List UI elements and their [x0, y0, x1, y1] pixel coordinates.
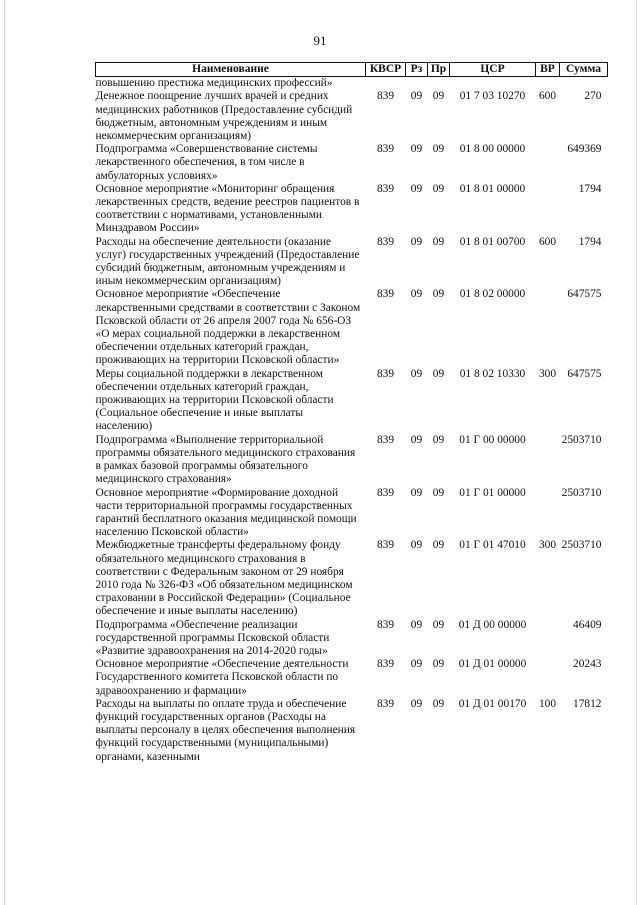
cell-sum: 2503710: [561, 433, 602, 446]
cell-sum: 1794: [578, 235, 602, 248]
table-row: [96, 288, 608, 367]
cell-kvsr: 839: [376, 618, 395, 631]
cell-rz: 09: [410, 235, 423, 248]
cell-name: Расходы на выплаты по оплате труда и обеспечение функций государственных органов (Расходы на выплаты персоналу в целях обеспечения выполнения функций государственными (муниципальными) органами, казенными: [95, 697, 356, 763]
header-rz: Рз: [406, 63, 428, 77]
cell-rz: 09: [410, 658, 423, 671]
cell-kvsr: 839: [376, 367, 395, 380]
cell-kvsr: 839: [376, 143, 395, 156]
cell-sum: 1794: [578, 182, 602, 195]
cell-rz: [406, 77, 428, 91]
table-row: [96, 236, 608, 289]
scan-edge-right: [636, 0, 637, 905]
cell-rz: 09: [410, 433, 423, 446]
table-row: [96, 658, 608, 698]
cell-vr: 600: [538, 235, 557, 248]
cell-csr: 01 8 02 10330: [459, 367, 526, 380]
cell-vr: 300: [538, 367, 557, 380]
cell-csr: 01 Д 00 00000: [458, 618, 527, 631]
cell-kvsr: 839: [376, 697, 395, 710]
cell-csr: 01 8 01 00700: [459, 235, 526, 248]
cell-vr: [536, 288, 560, 367]
cell-name: Подпрограмма «Выполнение территориальной программы обязательного медицинского страхования в рамках базовой программы обязательного медицинского страхования»: [95, 433, 356, 486]
cell-csr: 01 8 02 00000: [459, 288, 526, 301]
cell-rz: 09: [410, 90, 423, 103]
header-pr: Пр: [428, 63, 450, 77]
cell-name: Межбюджетные трансферты федеральному фонду обязательного медицинского страхования в соответствии с Федеральным законом от 29 ноября 2010 года № 326-ФЗ «Об обязательном медицинском страховании в Российской Федерации» (Социальное обеспечение и иные выплаты населению): [95, 539, 353, 618]
cell-sum: 2503710: [561, 486, 602, 499]
table-row: [96, 143, 608, 183]
cell-vr: [536, 143, 560, 183]
cell-name: Основное мероприятие «Обеспечение деятельности Государственного комитета Псковской области по здравоохранению и фармации»: [95, 658, 349, 697]
cell-kvsr: [366, 77, 406, 91]
cell-pr: 09: [432, 90, 445, 103]
cell-kvsr: 839: [376, 90, 395, 103]
cell-pr: 09: [432, 367, 445, 380]
cell-name: Основное мероприятие «Обеспечение лекарственными средствами в соответствии с Законом Псковской области от 26 апреля 2007 года № 656-ОЗ «О мерах социальной поддержки в лекарственном обеспечении отдельных категорий граждан, проживающих на территории Псковской области»: [95, 288, 361, 367]
cell-pr: 09: [432, 486, 445, 499]
cell-vr: 100: [538, 697, 557, 710]
cell-sum: [560, 77, 608, 91]
cell-csr: [450, 77, 536, 91]
cell-pr: 09: [432, 288, 445, 301]
cell-rz: 09: [410, 618, 423, 631]
cell-name: Расходы на обеспечение деятельности (оказание услуг) государственных учреждений (Предоставление субсидий бюджетным, автономным учреждениям и иным некоммерческим организациям): [95, 235, 360, 288]
cell-vr: [536, 658, 560, 698]
table-row: [96, 539, 608, 618]
cell-sum: 46409: [573, 618, 602, 631]
cell-csr: 01 Д 01 00000: [458, 658, 527, 671]
table-row: [96, 90, 608, 143]
table-header-row: [96, 63, 608, 77]
cell-kvsr: 839: [376, 235, 395, 248]
cell-rz: 09: [410, 367, 423, 380]
header-sum: Сумма: [560, 63, 608, 77]
header-csr: ЦСР: [450, 63, 536, 77]
cell-rz: 09: [410, 288, 423, 301]
cell-rz: 09: [410, 486, 423, 499]
cell-pr: 09: [432, 143, 445, 156]
cell-vr: [536, 434, 560, 487]
cell-kvsr: 839: [376, 486, 395, 499]
cell-kvsr: 839: [376, 658, 395, 671]
cell-pr: 09: [432, 235, 445, 248]
cell-vr: [536, 77, 560, 91]
cell-csr: 01 8 01 00000: [459, 182, 526, 195]
cell-name: Подпрограмма «Совершенствование системы лекарственного обеспечения, в том числе в амбулаторных условиях»: [95, 143, 318, 182]
cell-sum: 2503710: [561, 539, 602, 552]
cell-name: Меры социальной поддержки в лекарственном обеспечении отдельных категорий граждан, проживающих на территории Псковской области (Социальное обеспечение и иные выплаты населению): [95, 367, 334, 433]
cell-kvsr: 839: [376, 182, 395, 195]
cell-csr: 01 7 03 10270: [459, 90, 526, 103]
scan-edge-left: [4, 0, 5, 905]
cell-name: Подпрограмма «Обеспечение реализации государственной программы Псковской области «Развитие здравоохранения на 2014-2020 годы»: [95, 618, 330, 657]
cell-csr: 01 Г 01 00000: [459, 486, 526, 499]
header-vr: ВР: [536, 63, 560, 77]
cell-rz: 09: [410, 539, 423, 552]
cell-pr: 09: [432, 618, 445, 631]
cell-sum: 647575: [567, 288, 602, 301]
table-row: [96, 77, 608, 91]
cell-name: повышению престижа медицинских профессий»: [95, 77, 333, 90]
cell-pr: 09: [432, 433, 445, 446]
cell-kvsr: 839: [376, 288, 395, 301]
cell-sum: 649369: [567, 143, 602, 156]
cell-sum: 17812: [573, 697, 602, 710]
cell-vr: 600: [538, 90, 557, 103]
cell-vr: [536, 487, 560, 540]
cell-name: Основное мероприятие «Мониторинг обращения лекарственных средств, ведение реестров пациентов в соответствии с нормативами, установленными Минздравом России»: [95, 182, 360, 235]
cell-name: Основное мероприятие «Формирование доходной части территориальной программы государственных гарантий бесплатного оказания медицинской помощи населению Псковской области»: [95, 486, 357, 539]
cell-pr: [428, 77, 450, 91]
table-row: [96, 698, 608, 764]
cell-name: Денежное поощрение лучших врачей и средних медицинских работников (Предоставление субсидий бюджетным, автономным учреждениям и иным некоммерческим организациям): [95, 90, 353, 143]
cell-kvsr: 839: [376, 539, 395, 552]
page-number: 91: [313, 33, 327, 48]
cell-sum: 20243: [573, 658, 602, 671]
cell-rz: 09: [410, 182, 423, 195]
header-kvsr: КВСР: [366, 63, 406, 77]
cell-vr: 300: [538, 539, 557, 552]
cell-pr: 09: [432, 539, 445, 552]
cell-kvsr: 839: [376, 433, 395, 446]
cell-vr: [536, 619, 560, 659]
cell-pr: 09: [432, 658, 445, 671]
table-row: [96, 487, 608, 540]
cell-csr: 01 Г 00 00000: [459, 433, 526, 446]
table-row: [96, 619, 608, 659]
cell-csr: 01 Д 01 00170: [458, 697, 527, 710]
cell-vr: [536, 183, 560, 236]
header-name: Наименование: [96, 63, 366, 77]
cell-rz: 09: [410, 697, 423, 710]
cell-csr: 01 8 00 00000: [459, 143, 526, 156]
budget-table: [95, 62, 608, 764]
cell-pr: 09: [432, 697, 445, 710]
cell-sum: 647575: [567, 367, 602, 380]
table-row: [96, 368, 608, 434]
table-row: [96, 183, 608, 236]
cell-csr: 01 Г 01 47010: [459, 539, 526, 552]
cell-sum: 270: [584, 90, 602, 103]
cell-rz: 09: [410, 143, 423, 156]
cell-pr: 09: [432, 182, 445, 195]
table-row: [96, 434, 608, 487]
